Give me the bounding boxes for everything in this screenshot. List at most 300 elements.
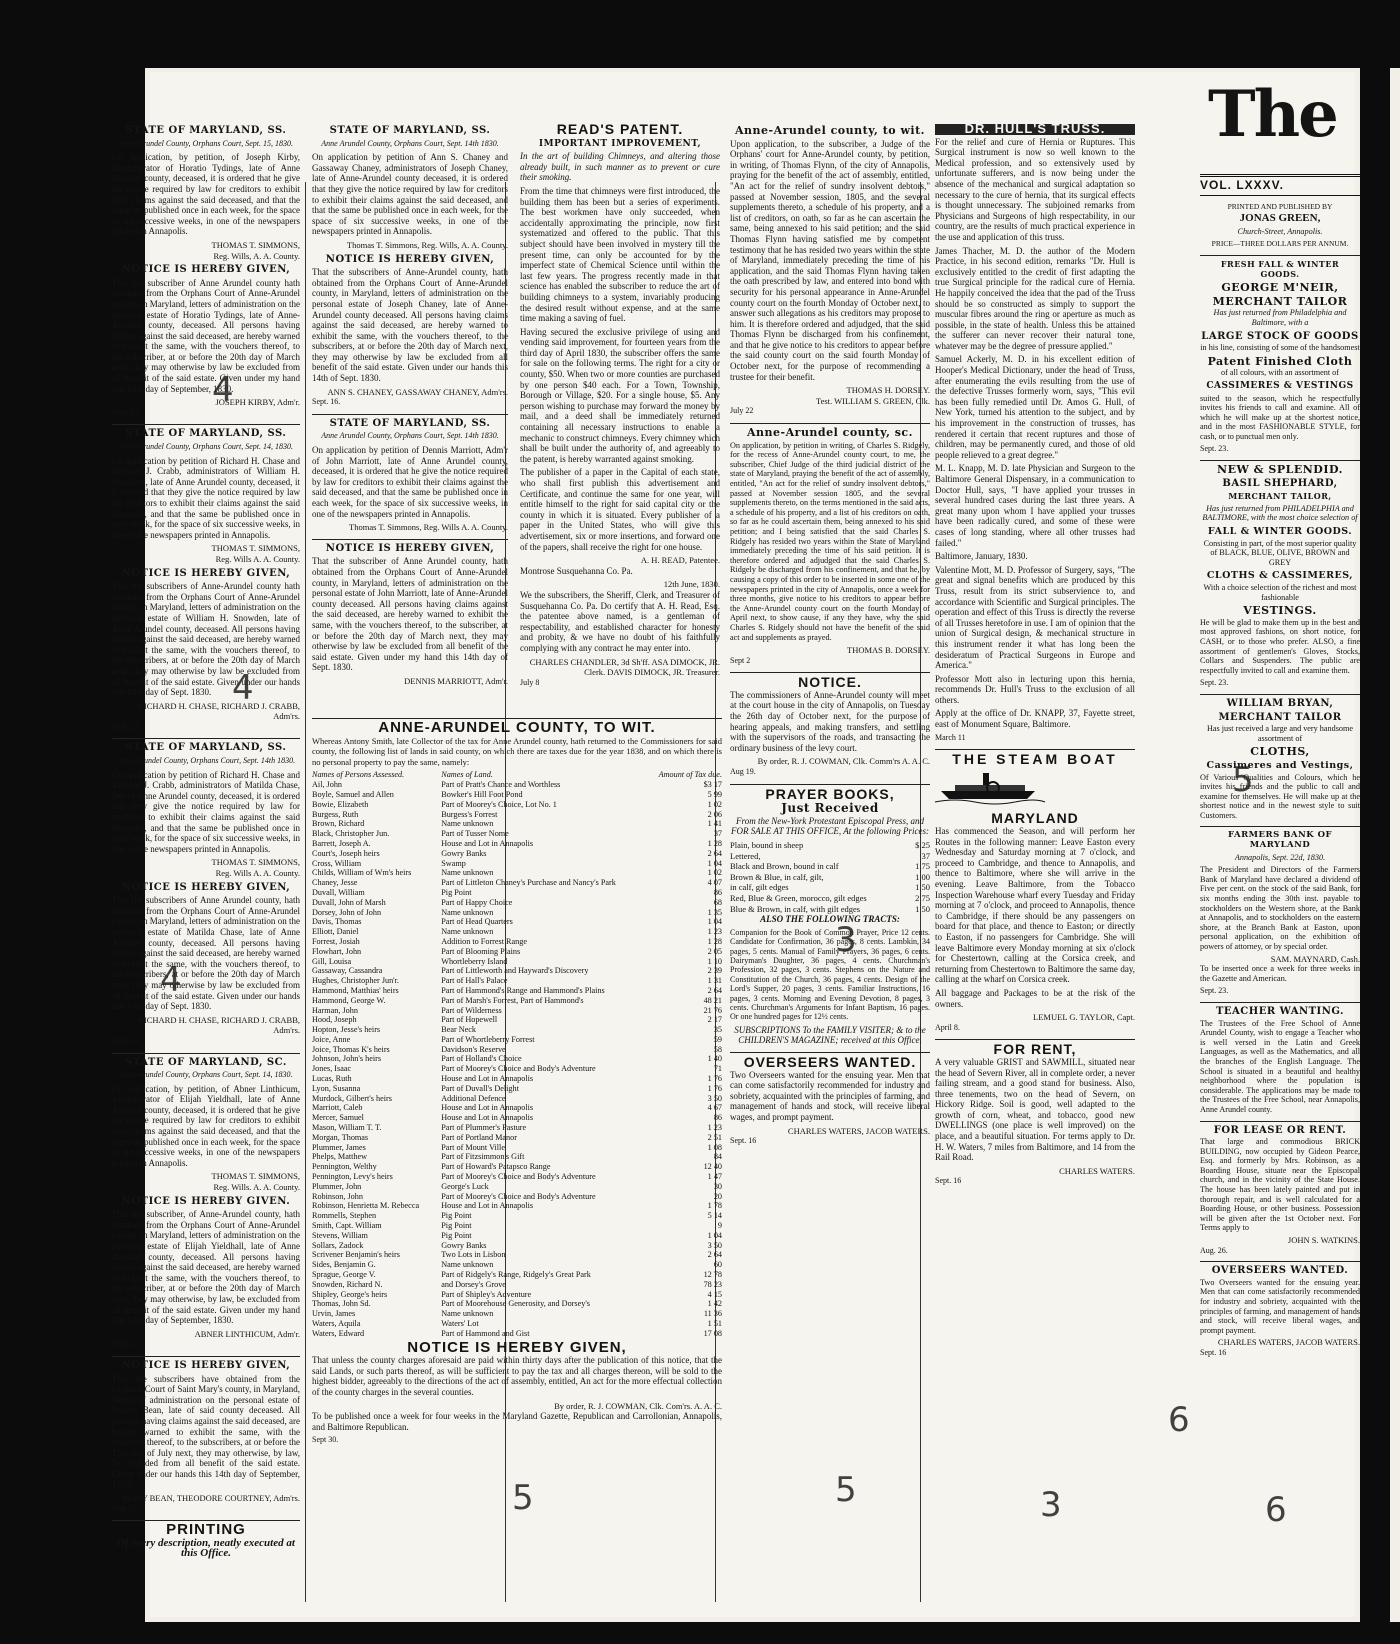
tax-intro: Whereas Antony Smith, late Collector of the tax for Anne Arundel county, hath returned to the Commissioners for said county, the following list of lands in said county, on which there are taxes due for the year 1838, and on which there is no personal property to pay the same, namely: xyxy=(312,735,722,767)
tax-cell-name: Plummer, John xyxy=(312,1181,362,1191)
tax-cell-land: Part of Howard's Patapsco Range xyxy=(441,1162,551,1172)
tax-cell-amount: 2 17 xyxy=(707,1015,722,1025)
handwritten-mark: 5 xyxy=(512,1478,534,1518)
tax-cell-land: Waters' Lot xyxy=(441,1319,479,1328)
table-row xyxy=(312,1035,722,1045)
date-text: Sept. 16 xyxy=(730,1136,757,1146)
tax-cell-amount: 58 xyxy=(713,1044,722,1054)
ad-text: Has just returned from Philadelphia and Baltimore, with a xyxy=(1213,308,1347,327)
table-row xyxy=(312,1290,722,1300)
separator xyxy=(1200,694,1360,695)
court-line: Anne Arundel County, Orphans Court, Sept. 14th 1830. xyxy=(321,431,499,441)
notice-date xyxy=(1200,986,1360,996)
table-row xyxy=(312,937,722,947)
table-row xyxy=(312,1133,722,1143)
ad-text: Two Overseers wanted for the ensuing year. Men that can come satisfactorily recommended for industry and sobriety, acquainted with the principles of farming, and management of hands and stock, will receive liberal wages, and prompt payment. xyxy=(1200,1277,1360,1335)
tax-cell-name: Hammond, Matthias' heirs xyxy=(312,985,399,995)
separator xyxy=(730,784,930,785)
tax-cell-name: Jones, Isaac xyxy=(312,1064,352,1074)
date-text: Sept 30. xyxy=(312,1435,339,1445)
price-row xyxy=(730,904,930,915)
signature: RICHARD H. CHASE, RICHARD J. CRABB, Adm'rs. xyxy=(138,700,300,722)
table-row xyxy=(312,878,722,888)
tax-cell-name: Lucas, Ruth xyxy=(312,1074,352,1084)
notice-heading: NOTICE IS HEREBY GIVEN, xyxy=(121,881,291,893)
ad-text: To be inserted once a week for three weeks in the Gazette and American. xyxy=(1200,964,1360,983)
signature: CHARLES CHANDLER, 3d Sh'ff. ASA DIMOCK, JR. Clerk. DAVIS DIMOCK, JR. Treasurer. xyxy=(529,656,720,678)
price-item: Red, Blue & Green, morocco, gilt edges xyxy=(730,892,867,903)
tax-cell-name: Morgan, Thomas xyxy=(312,1132,369,1142)
tax-cell-land: Bowker's Hill Foot Pond xyxy=(441,789,523,799)
date-text: Sept. 23. xyxy=(1200,678,1229,688)
notice-body: That the subscribers of Anne Arundel county, hath obtained from the Orphans Court of Anne-Arundel county, in Maryland, letters of administration on the personal estate of Matilda Chase, late of Anne Arundel county, deceased. All persons having claims against the said deceased, are hereby warned to exhibit the same, with the vouchers thereof, to the subscribers, at or before the 20th day of March next, they may otherwise by law be excluded from all benefit of the said estate. Given under our hands this 14th day of Sept. 1830. xyxy=(112,895,300,1012)
handwritten-mark: 3 xyxy=(1040,1485,1062,1525)
notice-date xyxy=(935,1176,1135,1187)
notice-date xyxy=(112,408,300,419)
tax-cell-land: Part of Whortleberry Forrest xyxy=(441,1034,535,1044)
date-text: Sept. 23. xyxy=(112,1339,141,1349)
separator xyxy=(730,1052,930,1053)
signature: Reg. Wills A. A. County. xyxy=(215,868,300,878)
table-row xyxy=(312,1152,722,1162)
steamboat-name: MARYLAND xyxy=(991,810,1079,827)
tax-cell-land: Part of Moorehouse Generosity, and Dorsey's xyxy=(441,1299,590,1309)
notice-body: Upon application, to the subscriber, a Judge of the Orphans' court for Anne-Arundel county, by petition, in writing, of Thomas Flynn, of the city of Annapolis, praying for the benefit of the act of assembly, entitled, "An act for the relief of sundry insolvent debtors," passed at November session, 1805, and the several supplements thereto, a schedule of his property, and a list of creditors, on oath, so far as he can ascertain the same, being annexed to his said petition; and the said Thomas Flynn having satisfied me by competent testimony that he has resided two years within the state of Maryland, immediately preceding the time of his application, and the said Thomas Flynn having taken the oath prescribed by law, and entered into bond with security for his personal appearance in Anne-Arundel county court on the fourth Monday of October next, to answer such allegations as his creditors may propose to him. It is therefore ordered and adjudged, that the said Thomas Flynn be discharged from his confinement, and that he give notice to his creditors to appear before the said county court on the said fourth Monday of October next, for the purpose of recommending a trustee for their benefit. xyxy=(730,138,930,382)
date-text: Sept 2 xyxy=(730,655,751,665)
tax-cell-amount: 1 28 xyxy=(707,838,722,848)
handwritten-mark: 6 xyxy=(1168,1400,1190,1440)
tax-cell-amount: 1 31 xyxy=(707,976,722,986)
ad-text: The Trustees of the Free School of Anne Arundel County, wish to engage a Teacher who is well versed in the Latin and Greek Languages, as well as the Mathematics, and all the branches of the English Language. The School is situated in a beautiful and healthy neighborhood where the population is considerable. The applications may be made to the Trustees of the Free School, near Annapolis, Anne Arundel county. xyxy=(1200,1018,1360,1114)
tax-cell-name: Waters, Aquila xyxy=(312,1319,361,1328)
patent-body: From the time that chimneys were first introduced, the building them has been but a series of experiments. The best workmen have only succeeded, when accidentally approximating the principle, now first systematized and offered to the public. That this subject should have been involved in mystery till the present time, can only be accounted for by the imperfect state of Chemical Science until within the last few years. The progress recently made in that science has enabled the subscriber to reduce the art of building chimneys to a system, invariably producing the desired result without expense, and at the same time making a saving of fuel. xyxy=(520,185,720,324)
tax-cell-amount: 68 xyxy=(713,897,722,907)
printing-heading: PRINTING xyxy=(166,1521,246,1539)
tax-cell-name: Barrett, Joseph A. xyxy=(312,838,371,848)
notice-date xyxy=(730,1136,930,1147)
tax-cell-amount: 1 76 xyxy=(707,1083,722,1093)
tax-cell-amount: 1 08 xyxy=(707,1142,722,1152)
notice-date xyxy=(730,767,930,778)
notice-body: Two Overseers wanted for the ensuing year. Men that can come satisfactorily recommended for industry and sobriety, acquainted with the principles of farming, and management of hands and stock, will receive liberal wages, and prompt payment. xyxy=(730,1069,930,1122)
signature: CHARLES WATERS, JACOB WATERS. xyxy=(787,1125,930,1136)
tax-cell-land: Part of Shipley's Adventure xyxy=(441,1289,532,1299)
table-row xyxy=(312,1123,722,1133)
table-row xyxy=(312,1143,722,1153)
price-item: Plain, bound in sheep xyxy=(730,840,804,850)
tax-cell-amount: 9 xyxy=(717,1221,722,1231)
tax-cell-land: Part of Pratt's Chance and Worthless xyxy=(441,780,561,790)
notice-heading: STATE OF MARYLAND, SC. xyxy=(125,1056,287,1068)
tax-cell-amount: 35 xyxy=(713,1025,722,1035)
handwritten-mark: 5 xyxy=(1232,760,1254,800)
tax-cell-amount: 3 50 xyxy=(707,1093,722,1103)
separator xyxy=(312,414,508,415)
tax-cell-amount: 78 23 xyxy=(703,1279,722,1289)
ad-heading: FRESH FALL & WINTER GOODS. xyxy=(1220,258,1340,279)
price-value: 37 xyxy=(921,850,930,861)
ad-highlight: CLOTHS & CASSIMERES, xyxy=(1206,570,1354,582)
tax-cell-land: Part of Head Quarters xyxy=(441,917,513,927)
signature: By order, R. J. COWMAN, Clk. Comm'rs A. A. C. xyxy=(757,756,930,767)
tax-cell-land: Part of Ridgely's Range, Ridgely's Great Park xyxy=(441,1270,591,1280)
date-text: Sept. 23. xyxy=(1200,986,1229,996)
table-row xyxy=(312,1231,722,1241)
column-3 xyxy=(520,122,720,712)
tax-cell-amount: 1 78 xyxy=(707,1201,722,1211)
table-row xyxy=(312,1182,722,1192)
tax-cell-amount: 4 67 xyxy=(707,1103,722,1113)
price-row xyxy=(730,861,930,872)
tax-cell-amount: 2 39 xyxy=(707,966,722,976)
tax-cell-land: Part of Moorey's Choice, Lot No. 1 xyxy=(441,799,557,809)
table-row xyxy=(312,898,722,908)
tax-cell-name: Thomas, John Sd. xyxy=(312,1299,371,1309)
table-row xyxy=(312,957,722,967)
tax-cell-amount: 30 xyxy=(713,1181,722,1191)
notice-date xyxy=(935,733,1135,744)
tax-cell-name: Smith, Capt. William xyxy=(312,1221,382,1231)
notice-date xyxy=(1200,444,1360,454)
col-header-amount: Amount of Tax due. xyxy=(658,770,722,780)
tax-cell-land: Bear Neck xyxy=(441,1025,477,1035)
ad-heading: TEACHER WANTING. xyxy=(1215,1005,1345,1017)
tax-cell-land: Pig Point xyxy=(441,1221,472,1231)
tax-cell-amount: 2 06 xyxy=(707,809,722,819)
notice-body: That the subscriber, of Anne-Arundel county, hath obtained from the Orphans Court of Anne-Arundel county, in Maryland, letters of administration on the personal estate of Elijah Yieldhall, late of Anne Arundel county, deceased. All persons having claims against the said deceased, are hereby warned to exhibit the same, with the vouchers thereof, to the subscriber, at or before the 20th day of March next, they may otherwise, by law, be excluded from all benefit of the said estate. Given under my hand this 14th day of September, 1830. xyxy=(112,1209,300,1326)
tax-cell-name: Stevens, William xyxy=(312,1230,368,1240)
notice-body: M. L. Knapp, M. D. late Physician and Surgeon to the Baltimore General Dispensary, in a communication to Doctor Hull, says, "I have applied your trusses in several hundred cases during the last three years. A great many upon whom I have applied your trusses have been radically cured, and some of these were cases of long standing, where all other trusses had failed." xyxy=(935,463,1135,548)
notice-heading: NOTICE. xyxy=(798,674,862,691)
signature: RICHARD H. CHASE, RICHARD J. CRABB, Adm'rs. xyxy=(138,1014,300,1036)
ad-text: The President and Directors of the Farmers Bank of Maryland have declared a dividend of Five per cent. on the stock of the said Bank, for six months ending the 30th inst. payable to stockholders on the Western shore, at the Bank at Annapolis, and to stockholders on the eastern shore, at the Branch Bank at Easton, upon personal application, on the exhibition of powers of attorney, or by special order. xyxy=(1200,865,1360,951)
tax-cell-name: Robinson, Henrietta M. Rebecca xyxy=(312,1201,420,1211)
ad-text: Has just returned from PHILADELPHIA and BALTIMORE, with the most choice selection of xyxy=(1202,503,1358,523)
price-row xyxy=(730,872,930,883)
separator xyxy=(1200,826,1360,827)
table-row xyxy=(312,1054,722,1064)
handwritten-mark: 6 xyxy=(1265,1490,1287,1530)
tax-cell-amount: 1 23 xyxy=(707,927,722,937)
printed-by: PRINTED AND PUBLISHED BY xyxy=(1227,201,1333,211)
tax-cell-amount: 1 02 xyxy=(707,799,722,809)
notice-body: All baggage and Packages to be at the risk of the owners. xyxy=(935,987,1135,1009)
col-header-land: Names of Land. xyxy=(441,770,493,780)
tax-cell-name: Pennington, Welthy xyxy=(312,1162,377,1172)
publisher-address: Church-Street, Annapolis. xyxy=(1237,226,1323,236)
notice-body: Valentine Mott, M. D. Professor of Surgery, says, "The great and signal benefits which are produced by this Truss, result from its strict subservience to, and accordance with Scientific and Surgical principles. The operation and effect of this Truss is directly the reverse of all Trusses heretofore in use. I am of opinion that the union of Surgical design, & mechanical structure in this instrument render it what has long been the desideratum of Practical Surgeons in Europe and America." xyxy=(935,564,1135,671)
notice-date xyxy=(1200,678,1360,688)
tax-cell-name: Rommells, Stephen xyxy=(312,1211,377,1221)
notice-date xyxy=(935,1023,1135,1034)
separator xyxy=(112,424,300,425)
date-text: Sept. 16 xyxy=(1200,1347,1227,1357)
ad-text: With a choice selection of the richest and most fashionable xyxy=(1203,583,1357,602)
tax-cell-land: Davidson's Reserve xyxy=(441,1044,506,1054)
tax-header-row xyxy=(312,770,722,780)
tax-cell-land: House and Lot in Annapolis xyxy=(441,838,534,848)
tax-cell-name: Phelps, Matthew xyxy=(312,1152,368,1162)
notice-heading: STATE OF MARYLAND, SS. xyxy=(329,125,491,136)
tracts-list: Companion for the Book of Common Prayer, Price 12 cents. Candidate for Confirmation, 36 pages, 8 cents. Lambkin, 34 pages, 5 cents. Manual of Family Prayers, 36 pages, 6 cents. Dairyman's Daughter, 36 pages, 4 cents. Churchman's Profession, 32 pages, 3 cents. Stephens on the Nature and Constitution of the Church, 36 pages, 4 cents. Design of the Lord's Supper, 20 pages, 3 cents. Familiar Instructions, 16 pages, 3 cents. Morning and Evening Devotion, 8 pages, 3 cents. Churchman's Arguments for Infant Baptism, 16 pages. Or one hundred pages for 12½ cents. xyxy=(730,927,930,1022)
notice-heading: DR. HULL'S TRUSS. xyxy=(935,124,1135,135)
price-value: 1 50 xyxy=(915,903,930,914)
separator xyxy=(1200,460,1360,461)
notice-date xyxy=(730,406,930,417)
notice-body: That unless the county charges aforesaid are paid within thirty days after the publication of this notice, that the said Lands, or such parts thereof, as will be sufficient to pay the tax and all charges thereon, will be sold to the highest bidder, agreeably to the directions of the act of assembly, entitled, An act for the more effectual collection of the county charges in the several counties. xyxy=(312,1355,722,1397)
table-row xyxy=(312,819,722,829)
tax-cell-amount: $3 17 xyxy=(703,780,722,790)
notice-date xyxy=(112,1036,300,1047)
table-row xyxy=(312,996,722,1006)
notice-heading: NOTICE IS HEREBY GIVEN, xyxy=(407,1338,627,1356)
notice-date xyxy=(112,1504,300,1515)
table-row xyxy=(312,859,722,869)
tax-cell-amount: 5 14 xyxy=(707,1211,722,1221)
notice-heading: NOTICE IS HEREBY GIVEN, xyxy=(121,567,291,579)
notice-body: On application by petition of Richard H. Chase and Richard J. Crabb, administrators of Matilda Chase, late of Anne Arundel county, deceased, it is ordered that they give the notice required by law for creditors to exhibit their claims against the said deceased, and that the same be published once in each week, for the space of six successive weeks, in one of the newspapers printed in Annapolis. xyxy=(112,769,300,854)
table-row xyxy=(312,1064,722,1074)
prayer-books-intro: From the New-York Protestant Episcopal Press, and FOR SALE AT THIS OFFICE, At the following Prices: xyxy=(731,815,929,837)
table-row xyxy=(312,868,722,878)
patent-body: Having secured the exclusive privilege of using and vending said improvement, for fourteen years from the third day of April 1830, the subscriber offers the same for sale on the following terms. The right for a city or county, $50. When two or more counties are purchased by one person $40 each. For a Town, Township, Borough or Village, $20. For a single house, $5. Any person wishing to purchase may forward the money by mail, and a deed shall be immediately returned containing all necessary instructions to enable a mechanic to construct chimneys. Every chimney which shall be built under the authority of, and agreeably to the patent, is hereby warranted against smoking. xyxy=(520,326,720,464)
notice-heading: NOTICE IS HEREBY GIVEN, xyxy=(325,253,495,265)
notice-heading: STATE OF MARYLAND, SS. xyxy=(125,125,287,136)
handwritten-mark: 5 xyxy=(835,1470,857,1510)
table-row xyxy=(312,1015,722,1025)
handwritten-mark: 3 xyxy=(835,920,857,960)
separator xyxy=(730,423,930,424)
signature: JOHN S. WATKINS. xyxy=(1287,1235,1360,1246)
tax-cell-land: Part of Blooming Plains xyxy=(441,946,521,956)
tax-cell-land: Part of Duvall's Delight xyxy=(441,1083,519,1093)
date-line: Baltimore, January, 1830. xyxy=(935,551,1028,562)
notice-date xyxy=(112,722,300,733)
tax-cell-land: Part of Wilderness xyxy=(441,1005,502,1015)
table-row xyxy=(312,849,722,859)
tax-cell-land: Burgess's Forrest xyxy=(441,809,498,819)
signature: By order, R. J. COWMAN, Clk. Com'rs. A. A. C. xyxy=(554,1400,722,1411)
date-text: Sept. 16 xyxy=(935,1176,962,1186)
merchant-name: BASIL SHEPHARD, xyxy=(1222,477,1338,489)
table-row xyxy=(312,888,722,898)
tax-cell-name: Davis, Thomas xyxy=(312,917,362,927)
notice-body: The commissioners of Anne-Arundel county will meet at the court house in the city of Annapolis, on Tuesday the 26th day of October next, for the purpose of hearing appeals, and making transfers, and settling with the supervisors of the roads, and transacting the ordinary business of the levy court. xyxy=(730,689,930,753)
notice-body: Has commenced the Season, and will perform her Routes in the following manner: Leave Easton every Wednesday and Saturday morning at 7 o'clock, and proceed to Cambridge, and thence to Annapolis, and thence to Baltimore, where she will arrive in the evening. Leave Baltimore, from the Tobacco Inspection Warehouse wharf every Tuesday and Friday morning at 7 o'clock, and proceed to Annapolis, thence to Cambridge, if there should be any passengers on board for that place, and thence to Easton; or directly to Easton, if no passengers for Cambridge. She will leave Baltimore every Monday morning at six o'clock for Chestertown, calling at the Corsica creek, and returning from Chestertown to Baltimore the same day, calling at the wharf on Corsica creek. xyxy=(935,826,1135,985)
ad-highlight: Patent Finished Cloth xyxy=(1207,354,1353,368)
tax-cell-amount: 84 xyxy=(713,1152,722,1162)
date-text: Sept 23 xyxy=(112,1503,137,1513)
notice-body: That the subscriber of Anne Arundel county hath obtained from the Orphans Court of Anne-Arundel county, in Maryland, letters of administration on the personal estate of Horatio Tydings, late of Anne-Arundel county, deceased. All persons having claims against the said deceased, are hereby warned to exhibit the same, with the vouchers thereof, to the subscriber, at or before the 20th day of March next, they may otherwise by law be excluded from all benefit of the said estate. Given under my hand this 15th day of September, 1830. xyxy=(112,277,300,394)
tax-cell-land: Part of Holland's Choice xyxy=(441,1054,522,1064)
tax-cell-name: Harman, John xyxy=(312,1005,358,1015)
tax-cell-land: Name unknown xyxy=(441,1260,494,1270)
ad-highlight: CLOTHS, xyxy=(1250,745,1310,759)
signature: Reg. Wills. A. A. County. xyxy=(213,1182,300,1193)
ad-text: Has just received a large and very handsome assortment of xyxy=(1206,724,1354,743)
merchant-trade: MERCHANT TAILOR xyxy=(1212,294,1348,308)
notice-date xyxy=(112,1339,300,1350)
tax-cell-name: Sides, Benjamin G. xyxy=(312,1260,376,1270)
tax-cell-amount: 2 51 xyxy=(707,1132,722,1142)
table-row xyxy=(312,1309,722,1319)
price-item: Black and Brown, bound in calf xyxy=(730,861,839,872)
notice-date xyxy=(1200,1246,1360,1256)
tax-cell-name: Gill, Louisa xyxy=(312,956,352,966)
tax-cell-name: Forrest, Josiah xyxy=(312,936,360,946)
tax-cell-land: and Dorsey's Grove xyxy=(441,1279,506,1289)
notice-body: That the subscribers of Anne-Arundel county, hath obtained from the Orphans Court of Anne-Arundel county, in Maryland, letters of administration on the personal estate of Joseph Chaney, late of Anne-Arundel county deceased. All persons having claims against the said deceased, are hereby warned to exhibit the same, with the vouchers thereof, to the subscribers, at or before the 20th day of March next, they may otherwise by law be excluded from all benefit of the said estate. Given under our hands this 14th of Sept. 1830. xyxy=(312,267,508,384)
table-row xyxy=(312,1045,722,1055)
ad-highlight: LARGE STOCK OF GOODS xyxy=(1201,330,1359,342)
signature: A. H. READ, Patentee. xyxy=(640,555,720,566)
ad-text: Of Various Qualities and Colours, which he invites his friends and the public to call and examine for themselves. He will make up at the shortest notice and in the newest style to suit Customers. xyxy=(1200,772,1360,820)
price-item: Lettered, xyxy=(730,850,761,861)
tax-cell-amount: 1 51 xyxy=(707,1319,722,1328)
subscription-price: PRICE—THREE DOLLARS PER ANNUM. xyxy=(1211,239,1349,249)
tax-cell-amount: 86 xyxy=(713,1113,722,1123)
signature: Test. WILLIAM S. GREEN, Clk. xyxy=(816,395,930,406)
table-row xyxy=(312,1172,722,1182)
tax-cell-name: Court's, Joseph heirs xyxy=(312,848,380,858)
table-row xyxy=(312,839,722,849)
steamboat-icon xyxy=(935,771,1045,805)
date-text: July 22 xyxy=(730,406,754,416)
prayer-books-heading: PRAYER BOOKS, xyxy=(765,785,895,802)
tax-cell-land: Part of Marsh's Forrest, Part of Hammond's xyxy=(441,995,584,1005)
table-row xyxy=(312,1162,722,1172)
tax-cell-land: Name unknown xyxy=(441,1309,494,1319)
court-line: Anne-Arundel County, Orphans Court, Sept. 15, 1830. xyxy=(119,138,293,148)
place-line: Montrose Susquehanna Co. Pa. xyxy=(520,565,633,576)
tax-cell-amount: 20 xyxy=(713,1191,722,1201)
column-4 xyxy=(730,122,930,1522)
merchant-name: GEORGE M'NEIR, xyxy=(1221,281,1339,295)
tax-cell-amount: 3 50 xyxy=(707,1240,722,1250)
tax-cell-amount: 1 04 xyxy=(707,917,722,927)
tax-cell-amount: 12 40 xyxy=(703,1162,722,1172)
tax-cell-amount: 1 04 xyxy=(707,858,722,868)
notice-body: That the subscriber of Anne Arundel county, hath obtained from the Orphans Court of Anne-Arundel county, in Maryland, letters of administration on the personal estate of John Marriott, late of Anne-Arundel county deceased. All persons having claims against the said deceased, are hereby warned to exhibit the same, with the vouchers thereof, to the subscriber, at or before the 20th day of March next, they may otherwise by law be excluded from all benefit of the said estate. Given under my hand this 14th day of Sept. 1830. xyxy=(312,556,508,673)
tax-table xyxy=(312,770,722,1338)
tax-cell-amount: 1 76 xyxy=(707,1074,722,1084)
tax-cell-name: Duvall, William xyxy=(312,887,365,897)
signature: Reg. Wills, A. A. County. xyxy=(213,250,300,261)
date-text: April 8. xyxy=(935,1022,960,1032)
separator xyxy=(112,1053,300,1054)
tax-cell-land: Part of Plummer's Pasture xyxy=(441,1123,527,1133)
tax-cell-name: Bowie, Elizabeth xyxy=(312,799,369,809)
tax-cell-land: George's Luck xyxy=(441,1181,489,1191)
tax-cell-amount: 1 41 xyxy=(707,819,722,829)
signature: JOSEPH KIRBY, Adm'r. xyxy=(215,397,300,408)
tax-cell-name: Boyle, Samuel and Allen xyxy=(312,789,394,799)
court-line: Anne-Arundel County, Orphans Court, Sept. 14th 1830. xyxy=(116,756,296,766)
patent-heading: READ'S PATENT. xyxy=(556,121,684,137)
tax-cell-amount: 1 04 xyxy=(707,1230,722,1240)
date-text: Aug 19. xyxy=(730,767,756,777)
tax-cell-name: Burgess, Ruth xyxy=(312,809,359,819)
price-value: $ 25 xyxy=(915,840,930,850)
tax-cell-land: Part of Moorey's Choice and Body's Adventure xyxy=(441,1064,596,1074)
tax-cell-land: Part of Portland Manor xyxy=(441,1132,517,1142)
tax-cell-name: Joice, Anne xyxy=(312,1034,351,1044)
tax-cell-land: Part of Hall's Palace xyxy=(441,976,508,986)
ad-highlight: FALL & WINTER GOODS. xyxy=(1207,526,1353,538)
table-row xyxy=(312,780,722,790)
signature: THOMAS T. SIMMONS, xyxy=(211,857,300,868)
notice-heading: NOTICE IS HEREBY GIVEN. xyxy=(121,1195,291,1207)
tax-cell-name: Elliott, Daniel xyxy=(312,927,359,937)
notice-body: On application, by petition, of Abner Linthicum, administrator of Elijah Yieldhall, late of Anne Arundel county, deceased, it is ordered that he give the notice required by law for creditors to exhibit their claims against the said deceased, and that the same be published once in each week, for the space of six successive weeks, in one of the newspapers printed in Annapolis. xyxy=(112,1083,300,1168)
notice-date xyxy=(312,397,508,408)
table-row xyxy=(312,1221,722,1231)
tax-cell-name: Snowden, Richard N. xyxy=(312,1279,383,1289)
ad-highlight: CASSIMERES & VESTINGS xyxy=(1206,380,1354,391)
signature: ABNER LINTHICUM, Adm'r. xyxy=(194,1328,300,1339)
table-row xyxy=(312,1241,722,1251)
table-row xyxy=(312,829,722,839)
tax-cell-amount: 1 02 xyxy=(707,868,722,878)
tax-cell-name: Urvin, James xyxy=(312,1309,356,1319)
tax-cell-amount: 60 xyxy=(713,1260,722,1270)
tax-cell-land: Name unknown xyxy=(441,819,494,829)
price-row xyxy=(730,893,930,904)
tax-cell-name: Ail, John xyxy=(312,780,343,790)
tax-cell-amount: 71 xyxy=(713,1064,722,1074)
table-row xyxy=(312,1192,722,1202)
price-value: 1 75 xyxy=(915,861,930,872)
date-text: Sept. 23. xyxy=(112,407,141,417)
ad-text: in his line, consisting of some of the handsomest xyxy=(1200,343,1360,353)
tax-cell-land: Part of Fitzsimmon's Gift xyxy=(441,1152,525,1162)
tax-cell-name: Dorsey, John of John xyxy=(312,907,382,917)
separator xyxy=(1200,1121,1360,1122)
notice-body: On application, by petition in writing, of Charles S. Ridgely, for the recess of Anne-Arundel county court, to me, the subscriber, Chief Judge of the third judicial district of the state of Maryland, praying the benefit of the act of assembly, entitled, "An act for the relief of sundry insolvent debtors," passed at November session 1805, and the several supplements thereto, on the terms mentioned in the said acts, a schedule of his property, and a list of his creditors on oath, so far as he could ascertain them, being annexed to his said petition; and I being satisfied that the said Charles S. Ridgely has resided two years within the State of Maryland immediately preceding the time of his said petition. It is therefore ordered and adjudged that the said Charles S. Ridgely be discharged from his confinement, and that he, by causing a copy of this order to be inserted in some one of the newspapers printed in the city of Annapolis, once a week for three months, give notice to his creditors to appear before the Anne-Arundel county court on the fourth Monday of April next, to show cause, if any they have, why the said Charles S. Ridgely should not have the benefit of the said act and supplements as prayed. xyxy=(730,440,930,642)
tax-cell-name: Cross, William xyxy=(312,858,362,868)
notice-body: On application by petition of Richard H. Chase and Richard J. Crabb, administrators of William H. Snowden, late of Anne Arundel county, deceased, it is ordered that they give the notice required by law for creditors to exhibit their claims against the said deceased, and that the same be published once in each week, for the space of six successive weeks, in one of the newspapers printed in Annapolis. xyxy=(112,455,300,540)
notice-body: Samuel Ackerly, M. D. in his excellent edition of Hooper's Medical Dictionary, under the head of Truss, after enumerating the evils resulting from the use of the defective Trusses formerly worn, says, "This evil has been fully remedied until Dr. Amos G. Hull, of New York, turned his attention to the subject, and by his improvement in the construction of trusses, has rendered it certain that recent ruptures and those of children, may be permanently cured, and those of old people relieved to a great degree." xyxy=(935,354,1135,460)
date-text: July 8 xyxy=(520,677,540,687)
notice-heading: NOTICE IS HEREBY GIVEN, xyxy=(121,264,291,276)
table-row xyxy=(312,986,722,996)
ad-text: of all colours, with an assortment of xyxy=(1220,368,1339,378)
ad-heading: OVERSEERS WANTED. xyxy=(1211,1265,1349,1277)
table-row xyxy=(312,810,722,820)
tax-heading: ANNE-ARUNDEL COUNTY, TO WIT. xyxy=(378,719,656,736)
price-value: 2 75 xyxy=(915,892,930,903)
tax-cell-land: Part of Hopewell xyxy=(441,1015,498,1025)
volume-number: VOL. LXXXV. xyxy=(1200,174,1360,196)
tax-cell-land: Part of Mount Ville xyxy=(441,1142,505,1152)
signature: THOMAS B. DORSEY. xyxy=(847,645,930,656)
table-row xyxy=(312,1084,722,1094)
date-text: Aug. 26. xyxy=(1200,1245,1228,1255)
tax-cell-land: Name unknown xyxy=(441,927,494,937)
date-text: March 11 xyxy=(935,732,966,742)
signature: DENNIS MARRIOTT, Adm'r. xyxy=(404,675,508,686)
scan-border-bottom xyxy=(0,1622,1400,1644)
tax-cell-amount: 59 xyxy=(713,1034,722,1044)
signature: THOMAS T. SIMMONS, xyxy=(211,543,300,554)
col-header-names: Names of Persons Assessed. xyxy=(312,770,405,780)
patent-subheading: IMPORTANT IMPROVEMENT, xyxy=(538,138,702,149)
patent-intro: In the art of building Chimneys, and altering those already built, in such manner as to prevent or cure their smoking. xyxy=(520,151,720,183)
notice-body: Professor Mott also in lecturing upon this hernia, recommends Dr. Hull's Truss to the exclusion of all others. xyxy=(935,673,1135,705)
notice-heading: STATE OF MARYLAND, SS. xyxy=(125,428,287,440)
tax-cell-name: Chaney, Jesse xyxy=(312,878,358,888)
notice-date xyxy=(520,678,720,689)
